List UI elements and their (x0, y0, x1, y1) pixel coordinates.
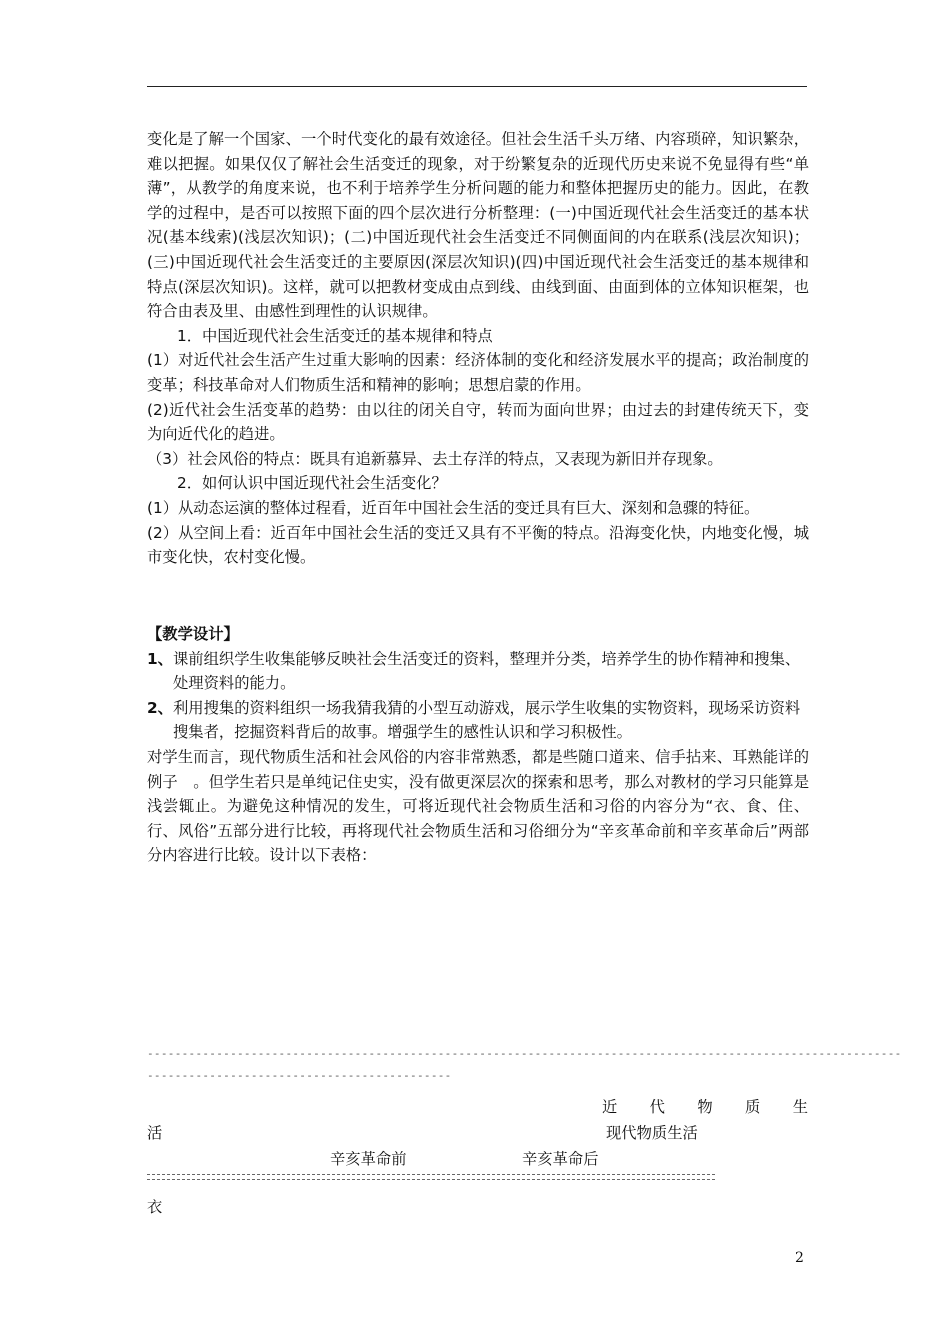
header-char: 代 (649, 1098, 665, 1116)
row-label-clothing: 衣 (147, 1198, 163, 1216)
section2-item-1: (1）从动态运演的整体过程看，近百年中国社会生活的变迁具有巨大、深刻和急骤的特征。 (147, 498, 760, 517)
list-text: 利用搜集的资料组织一场我猜我猜的小型互动游戏，展示学生收集的实物资料，现场采访资料搜集者，挖掘资料背后的故事。增强学生的感性认识和学习积极性。 (173, 698, 801, 742)
header-char: 物 (697, 1098, 713, 1116)
header-char: 质 (745, 1098, 761, 1116)
table-dash-line-1: ------------------------------------------------------------------------------------------------------------- (147, 1047, 902, 1060)
section2-title: 2．如何认识中国近现代社会生活变化？ (177, 474, 447, 493)
header-contemporary-life: 现代物质生活 (606, 1124, 698, 1142)
design-list (147, 647, 809, 745)
header-rule (147, 86, 807, 87)
design-list-item (147, 696, 809, 745)
header-modern-life-tail: 活 (147, 1124, 163, 1142)
intro-paragraph: 变化是了解一个国家、一个时代变化的最有效途径。但社会生活千头万绪、内容琐碎，知识繁杂，难以把握。如果仅仅了解社会生活变迁的现象，对于纷繁复杂的近现代历史来说不免显得有些“单薄”，从教学的角度来说，也不利于培养学生分析问题的能力和整体把握历史的能力。因此，在教学的过程中，是否可以按照下面的四个层次进行分析整理：(一)中国近现代社会生活变迁的基本状况(基本线索)(浅层次知识)；(二)中国近现代社会生活变迁不同侧面间的内在联系(浅层次知识)；(三)中国近现代社会生活变迁的主要原因(深层次知识)(四)中国近现代社会生活变迁的基本规律和特点(深层次知识)。这样，就可以把教材变成由点到线、由线到面、由面到体的立体知识框架，也符合由表及里、由感性到理性的认识规律。 (147, 130, 809, 321)
table-double-rule (147, 1174, 715, 1180)
table-dash-line-2: -------------------------------------------- (147, 1069, 452, 1082)
list-text: 课前组织学生收集能够反映社会生活变迁的资料，整理并分类，培养学生的协作精神和搜集、处理资料的能力。 (173, 649, 801, 693)
section1-item-1: (1）对近代社会生活产生过重大影响的因素：经济体制的变化和经济发展水平的提高；政治制度的变革；科技革命对人们物质生活和精神的影响；思想启蒙的作用。 (147, 351, 809, 394)
section1-title: 1．中国近现代社会生活变迁的基本规律和特点 (177, 326, 493, 345)
design-list-item (147, 647, 809, 696)
page-number: 2 (795, 1250, 804, 1266)
header-modern-life (602, 1095, 808, 1119)
teaching-design (147, 622, 809, 868)
header-char: 生 (792, 1098, 808, 1116)
section1-item-2: (2)近代社会生活变革的趋势：由以往的闭关自守，转而为面向世界；由过去的封建传统天下，变为向近代化的趋进。 (147, 400, 809, 444)
subheader-after-revolution: 辛亥革命后 (522, 1150, 599, 1168)
section2-item-2: (2）从空间上看：近百年中国社会生活的变迁又具有不平衡的特点。沿海变化快，内地变化慢，城市变化快，农村变化慢。 (147, 523, 809, 567)
design-paragraph: 对学生而言，现代物质生活和社会风俗的内容非常熟悉，都是些随口道来、信手拈来、耳熟能详的例子 。但学生若只是单纯记住史实，没有做更深层次的探索和思考，那么对教材的学习只能算是浅尝辄止。为避免这种情况的发生，可将近现代社会物质生活和习俗的内容分为“衣、食、住、行、风俗”五部分进行比较，再将现代社会物质生活和习俗细分为“辛亥革命前和辛亥革命后”两部分内容进行比较。设计以下表格： (147, 747, 809, 865)
list-number: 1、 (147, 649, 173, 668)
design-heading: 【教学设计】 (147, 625, 239, 643)
header-char: 近 (602, 1098, 618, 1116)
section1-item-3: （3）社会风俗的特点：既具有追新慕异、去土存洋的特点，又表现为新旧并存现象。 (147, 449, 723, 468)
list-number: 2、 (147, 698, 173, 717)
main-text (147, 127, 809, 570)
subheader-before-revolution: 辛亥革命前 (330, 1150, 407, 1168)
